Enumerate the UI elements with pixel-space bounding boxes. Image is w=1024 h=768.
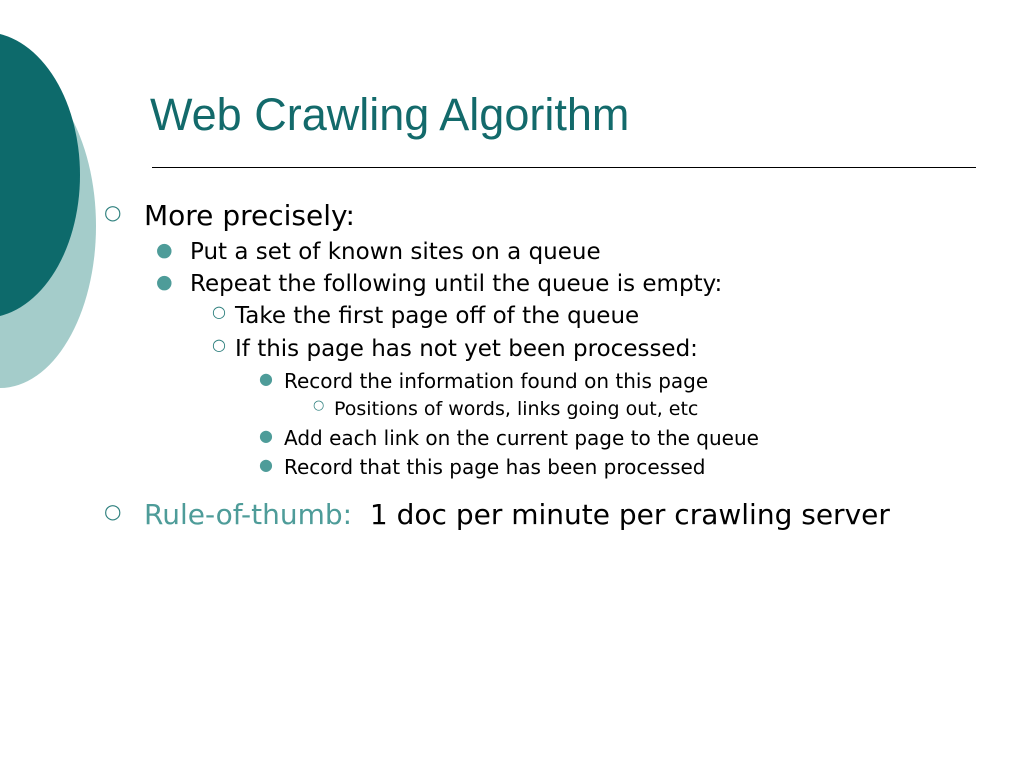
bullet-text: Put a set of known sites on a queue [190,238,601,265]
slide-body [104,198,984,536]
list-item [104,453,984,481]
list-item [104,301,984,333]
bullet-list-level-1 [104,198,984,534]
bullet-text: Take the first page off of the queue [235,303,640,330]
open-circle-bullet-icon: ○ [104,498,122,523]
title-divider [152,167,976,168]
page-title: Web Crawling Algorithm [150,89,630,141]
filled-circle-bullet-icon: ● [259,368,273,388]
open-circle-bullet-icon: ○ [313,397,325,413]
list-item [104,497,984,534]
rule-of-thumb-value: 1 doc per minute per crawling server [369,497,890,531]
open-circle-bullet-icon: ○ [104,200,122,224]
list-item [104,367,984,395]
filled-circle-bullet-icon: ● [156,271,173,294]
bullet-text: Record that this page has been processed [284,454,706,479]
list-item [104,334,984,366]
bullet-text: If this page has not yet been processed: [235,336,698,363]
list-item [104,424,984,452]
list-item [104,237,984,268]
list-item [104,198,984,235]
bullet-text: Repeat the following until the queue is empty: [190,271,723,298]
filled-circle-bullet-icon: ● [156,238,173,261]
list-item [104,269,984,300]
list-item [104,396,984,423]
filled-circle-bullet-icon: ● [259,425,273,445]
open-circle-bullet-icon: ○ [212,302,226,322]
bullet-text: Add each link on the current page to the queue [284,425,759,450]
filled-circle-bullet-icon: ● [259,454,273,474]
bullet-text: Positions of words, links going out, etc [334,397,699,420]
rule-of-thumb-label: Rule-of-thumb: [144,497,361,531]
bullet-text: More precisely: [144,199,355,232]
bullet-text: Record the information found on this page [284,368,709,393]
open-circle-bullet-icon: ○ [212,335,226,355]
